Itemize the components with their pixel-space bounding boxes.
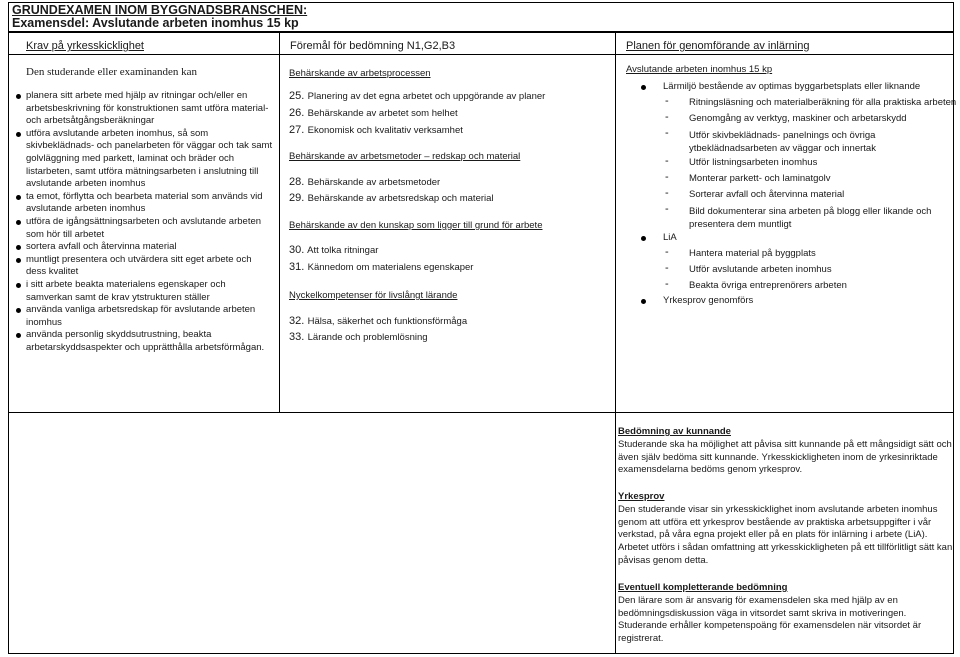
list-item: sortera avfall och återvinna material — [13, 241, 273, 254]
list-item: planera sitt arbete med hjälp av ritningar och/eller en arbetsbeskrivning för konstruktionen samt utföra material- och arbetsåtgångsberäkningar — [13, 90, 273, 128]
item-text: Lärande och problemlösning — [307, 332, 428, 343]
bottom-table — [8, 413, 954, 654]
dash-marker: - — [665, 171, 669, 183]
exam-title: GRUNDEXAMEN INOM BYGGNADSBRANSCHEN: — [12, 3, 308, 17]
section-title: Behärskande av arbetsprocessen — [289, 68, 431, 79]
dash-marker: - — [665, 262, 669, 274]
list-item: utföra de igångsättningsarbeten och avslutande arbeten som hör till arbetet — [13, 216, 273, 241]
item-number: 25. — [289, 90, 305, 102]
column-body — [616, 55, 957, 412]
item-text: Ekonomisk och kvalitativ verksamhet — [307, 125, 463, 136]
item-number: 33. — [289, 331, 305, 343]
section-title: Nyckelkompetenser för livslångt lärande — [289, 290, 458, 301]
item-text: Behärskande av arbetsredskap och material — [307, 193, 494, 204]
section-title: Eventuell kompletterande bedömning — [618, 582, 788, 593]
list-item: utföra avslutande arbeten inomhus, så som skivbeklädnads- och panelarbeten för väggar och tak samt golvläggning med parkett, laminat och bräder och listarbeten, samt utföra mätningsarbeten i anslutning till avslutande arbeten inomhus — [13, 128, 273, 191]
column-body — [9, 55, 279, 412]
dash-marker: - — [665, 187, 669, 199]
dash-marker: - — [665, 95, 669, 107]
item-text: Behärskande av arbetsmetoder — [307, 177, 441, 188]
assessment-section — [618, 582, 953, 646]
plan-dash-item: Ritningsläsning och materialberäkning för alla praktiska arbeten — [689, 97, 957, 108]
item-text: Planering av det egna arbetet och uppgörande av planer — [307, 91, 546, 102]
requirements-intro: Den studerande eller examinanden kan — [26, 66, 198, 78]
top-table — [8, 32, 957, 413]
column-header-text: Planen för genomförande av inlärning — [626, 40, 810, 52]
section-text: Den lärare som är ansvarig för examensdelen ska med hjälp av en bedömningsdiskussion väga in vitsordet samt skriva in motiveringen. Studerande erhåller kompetenspoäng för examensdelen när vitsordet är registrerat. — [618, 594, 922, 645]
column-header: Föremål för bedömning N1,G2,B3 — [280, 33, 615, 55]
list-item: i sitt arbete beakta materialens egenskaper och samverkan samt de krav ytstrukturen ställer — [13, 279, 273, 304]
section-title: Behärskande av arbetsmetoder – redskap och material — [289, 151, 521, 162]
item-number: 30. — [289, 244, 305, 256]
assessment-item — [289, 176, 440, 188]
plan-dash-item: Sorterar avfall och återvinna material — [689, 189, 845, 200]
dash-marker: - — [665, 246, 669, 258]
assessment-item — [289, 192, 494, 204]
section-text: Den studerande visar sin yrkesskicklighet inom avslutande arbeten inomhus genom att utföra ett yrkesprov bestående av praktiska arbetsuppgifter i vår verkstad, på våra egna projekt eller på en plats för inlärning i arbete (LiA). Arbetet utförs i sådan omfattning att yrkesskickligheten på ett tillförlitligt sätt kan påvisas genom detta. — [618, 503, 953, 566]
column-learning-plan — [616, 33, 957, 412]
assessment-item — [289, 261, 473, 273]
item-number: 27. — [289, 124, 305, 136]
plan-dash-item: Genomgång av verktyg, maskiner och arbetarskydd — [689, 113, 907, 124]
plan-dash-item: Utför listningsarbeten inomhus — [689, 157, 818, 168]
exam-part-title: Examensdel: Avslutande arbeten inomhus 15 kp — [12, 16, 299, 30]
bullet-dot — [641, 85, 646, 90]
assessment-section — [618, 426, 953, 477]
column-assessment-targets — [280, 33, 616, 412]
bottom-empty-cell — [9, 413, 616, 653]
dash-marker: - — [665, 155, 669, 167]
item-number: 28. — [289, 176, 305, 188]
item-number: 26. — [289, 107, 305, 119]
item-text: Hälsa, säkerhet och funktionsförmåga — [307, 316, 468, 327]
plan-subheader: Avslutande arbeten inomhus 15 kp — [626, 64, 773, 75]
plan-dash-item: Monterar parkett- och laminatgolv — [689, 173, 831, 184]
column-header — [9, 33, 279, 55]
assessment-item — [289, 124, 463, 136]
plan-dash-item: Bild dokumenterar sina arbeten på blogg eller likande och presentera dem muntligt — [689, 206, 932, 230]
bullet-dot — [641, 299, 646, 304]
section-text: Studerande ska ha möjlighet att påvisa sitt kunnande på ett mångsidigt sätt och även själv bedöma sitt kunnande. Yrkesskickligheten inom de yrkesinriktade examensdelarna bedöms genom yrkesprov. — [618, 438, 952, 476]
page-title — [8, 2, 954, 32]
column-body — [280, 55, 615, 412]
plan-dash-item: Utför skivbeklädnads- panelnings och övriga ytbeklädnadsarbeten av väggar och innertak — [689, 130, 876, 154]
dash-marker: - — [665, 111, 669, 123]
item-number: 32. — [289, 315, 305, 327]
item-number: 31. — [289, 261, 305, 273]
assessment-item — [289, 315, 467, 327]
list-item: ta emot, förflytta och bearbeta material som används vid avslutande arbeten inomhus — [13, 191, 273, 216]
assessment-item — [289, 107, 458, 119]
section-title: Behärskande av den kunskap som ligger till grund för arbete — [289, 220, 543, 231]
item-text: Kännedom om materialens egenskaper — [307, 262, 474, 273]
section-title: Yrkesprov — [618, 491, 665, 502]
column-header-text: Krav på yrkesskicklighet — [26, 40, 144, 52]
requirements-list — [13, 90, 273, 354]
list-item: använda personlig skyddsutrustning, beakta arbetarskyddsaspekter och upprätthålla arbetsförmågan. — [13, 329, 273, 354]
plan-bullet: LiA — [663, 232, 677, 243]
assessment-section — [618, 491, 953, 568]
item-text: Behärskande av arbetet som helhet — [307, 108, 458, 119]
plan-dash-item: Utför avslutande arbeten inomhus — [689, 264, 832, 275]
column-header — [616, 33, 953, 55]
list-item: muntligt presentera och utvärdera sitt eget arbete och dess kvalitet — [13, 254, 273, 279]
list-item: använda vanliga arbetsredskap för avslutande arbeten inomhus — [13, 304, 273, 329]
bullet-dot — [641, 236, 646, 241]
item-text: Att tolka ritningar — [307, 245, 379, 256]
section-title: Bedömning av kunnande — [618, 426, 731, 437]
dash-marker: - — [665, 278, 669, 290]
assessment-item — [289, 90, 545, 102]
plan-bullet: Lärmiljö bestående av optimas byggarbetsplats eller liknande — [663, 81, 921, 92]
assessment-item — [289, 331, 428, 343]
plan-dash-item: Beakta övriga entreprenörers arbeten — [689, 280, 847, 291]
dash-marker: - — [665, 203, 669, 215]
assessment-item — [289, 244, 378, 256]
plan-dash-item: Hantera material på byggplats — [689, 248, 816, 259]
item-number: 29. — [289, 192, 305, 204]
column-skill-requirements — [9, 33, 280, 412]
dash-marker: - — [665, 127, 669, 139]
plan-bullet: Yrkesprov genomförs — [663, 295, 754, 306]
